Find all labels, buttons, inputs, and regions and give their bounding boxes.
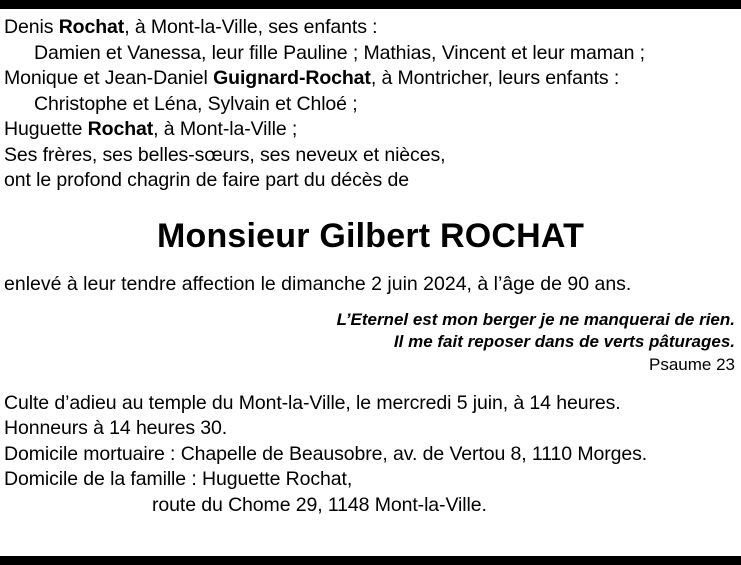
family-line	[4, 117, 737, 143]
service-details	[4, 391, 737, 519]
family-line	[4, 41, 737, 67]
surname-emphasis: Guignard-Rochat	[213, 67, 371, 89]
text-segment: Christophe et Léna, Sylvain et Chloé ;	[34, 92, 358, 115]
family-line	[4, 92, 737, 118]
detail-line: Domicile de la famille : Huguette Rochat,	[4, 468, 353, 490]
surname-emphasis: Rochat	[58, 16, 125, 38]
text-segment: Denis	[4, 16, 59, 38]
text-segment: Huguette	[4, 118, 88, 140]
detail-line: route du Chome 29, 1148 Mont-la-Ville.	[152, 493, 487, 516]
text-segment: ont le profond chagrin de faire part du décès de	[4, 169, 409, 191]
family-list	[4, 15, 737, 194]
detail-line: Culte d’adieu au temple du Mont-la-Ville, le mercredi 5 juin, à 14 heures.	[4, 391, 621, 414]
bottom-rule	[0, 556, 741, 565]
verse-source: Psaume 23	[649, 354, 735, 374]
text-segment: Monique et Jean-Daniel	[4, 67, 214, 89]
notice-body	[0, 9, 741, 518]
top-rule	[0, 0, 741, 9]
family-line	[4, 66, 737, 92]
text-segment: , à Mont-la-Ville, ses enfants :	[124, 16, 378, 38]
death-details-line: enlevé à leur tendre affection le dimanche 2 juin 2024, à l’âge de 90 ans.	[4, 272, 632, 295]
deceased-name: Monsieur Gilbert ROCHAT	[156, 216, 585, 255]
text-segment: , à Montricher, leurs enfants :	[370, 67, 620, 89]
detail-line: Domicile mortuaire : Chapelle de Beausobre, av. de Vertou 8, 1110 Morges.	[4, 442, 648, 465]
verse-line-2: Il me fait reposer dans de verts pâturages.	[393, 331, 735, 351]
detail-line: Honneurs à 14 heures 30.	[4, 417, 228, 439]
verse-line-1: L’Eternel est mon berger je ne manquerai de rien.	[336, 309, 735, 329]
family-line	[4, 15, 737, 41]
surname-emphasis: Rochat	[87, 118, 154, 140]
text-segment: , à Mont-la-Ville ;	[153, 118, 298, 140]
announcement-line	[4, 168, 737, 194]
family-line	[4, 143, 737, 169]
scripture-quote	[4, 309, 737, 376]
text-segment: Ses frères, ses belles-sœurs, ses neveux et nièces,	[4, 143, 446, 166]
text-segment: Damien et Vanessa, leur fille Pauline ; Mathias, Vincent et leur maman ;	[34, 41, 645, 64]
